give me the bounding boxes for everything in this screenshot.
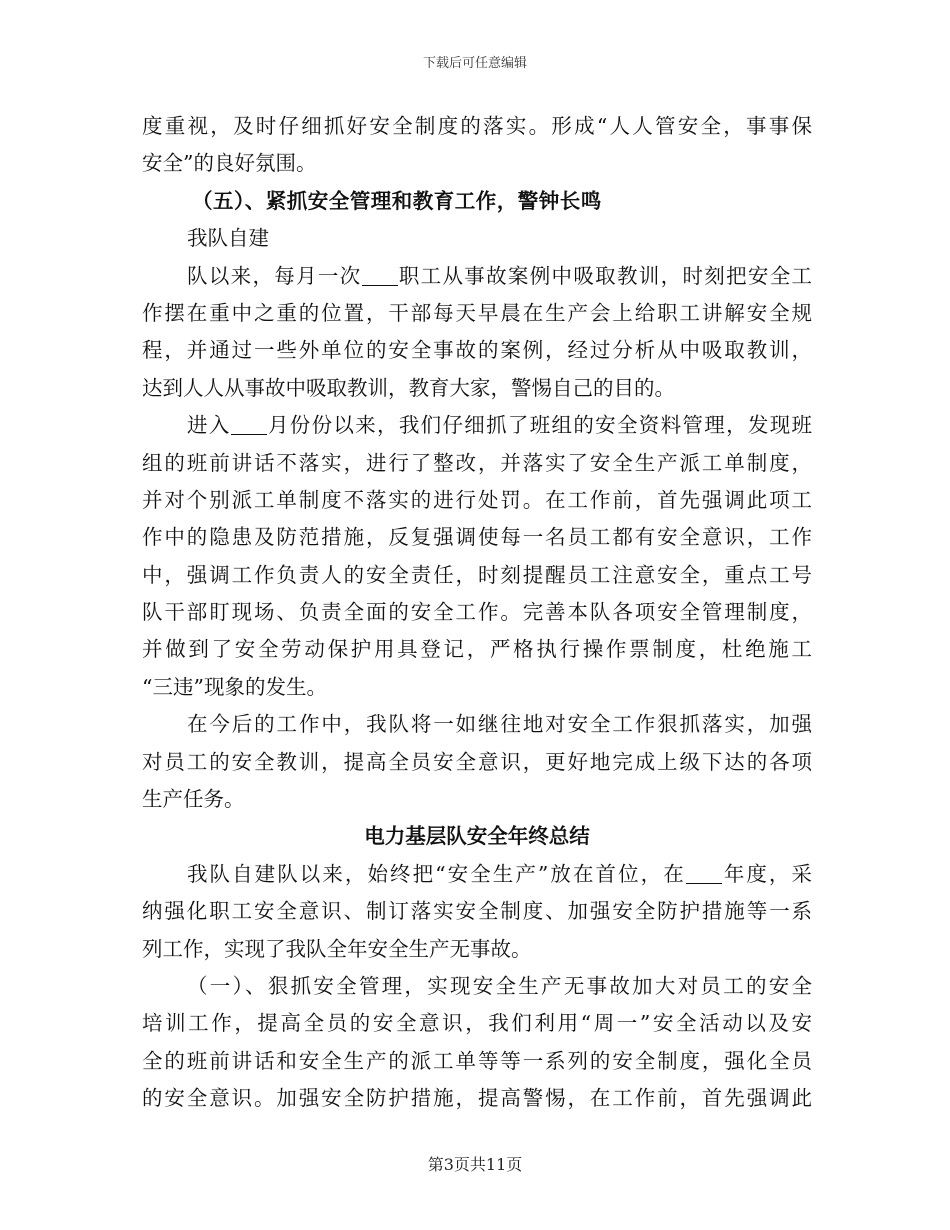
text-line: 作中的隐患及防范措施，反复强调使每一名员工都有安全意识，工作 [142,525,812,550]
text-line: （一）、狠抓安全管理，实现安全生产无事故加大对员工的安全 [187,973,812,998]
text-line: 生产任务。 [142,787,245,812]
text-line: 我队自建队以来，始终把“安全生产”放在首位，在 年度，采 [187,861,812,886]
text-line: 作摆在重中之重的位置，干部每天早晨在生产会上给职工讲解安全规 [142,300,812,325]
page-header-note: 下载后可任意编辑 [422,56,527,71]
text-line: 培训工作，提高全员的安全意识，我们利用“周一”安全活动以及安 [142,1011,812,1036]
fill-in-blank [686,861,722,884]
text-line: 并做到了安全劳动保护用具登记，严格执行操作票制度，杜绝施工 [142,637,812,662]
text-line: 并对个别派工单制度不落实的进行处罚。在工作前，首先强调此项工 [142,487,812,512]
text-line: 程，并通过一些外单位的安全事故的案例，经过分析从中吸取教训， [142,338,812,363]
text-line: 安全”的良好氛围。 [142,151,317,176]
document-body [142,108,812,1118]
text-line: 的安全意识。加强安全防护措施，提高警惕，在工作前，首先强调此 [142,1086,812,1111]
section-heading: （五）、紧抓安全管理和教育工作，警钟长鸣 [192,188,602,213]
fill-in-blank [362,263,398,286]
document-title: 电力基层队安全年终总结 [364,824,590,849]
text-line: 全的班前讲话和安全生产的派工单等等一系列的安全制度，强化全员 [142,1048,812,1073]
fill-in-blank [231,412,267,435]
text-line: 对员工的安全教训，提高全员安全意识，更好地完成上级下达的各项 [142,749,812,774]
text-line: 队干部盯现场、负责全面的安全工作。完善本队各项安全管理制度， [142,600,812,625]
text-line: 中，强调工作负责人的安全责任，时刻提醒员工注意安全，重点工号 [142,562,812,587]
text-line: 列工作，实现了我队全年安全生产无事故。 [142,936,532,961]
text-line: 组的班前讲话不落实，进行了整改，并落实了安全生产派工单制度， [142,450,812,475]
text-line: “三违”现象的发生。 [142,674,327,699]
text-line: 度重视，及时仔细抓好安全制度的落实。形成“人人管安全，事事保 [142,114,812,138]
text-line: 队以来，每月一次 职工从事故案例中吸取教训，时刻把安全工 [187,263,812,288]
text-line: 纳强化职工安全意识、制订落实安全制度、加强安全防护措施等一系 [142,899,812,924]
text-line: 在今后的工作中，我队将一如继往地对安全工作狠抓落实，加强 [187,712,812,737]
text-line: 进入 月份份以来，我们仔细抓了班组的安全资料管理，发现班 [187,413,812,438]
page-number-footer: 第3页共11页 [427,1155,523,1174]
text-line: 达到人人从事故中吸取教训，教育大家，警惕自己的目的。 [142,375,675,400]
text-line: 我队自建 [187,226,269,251]
